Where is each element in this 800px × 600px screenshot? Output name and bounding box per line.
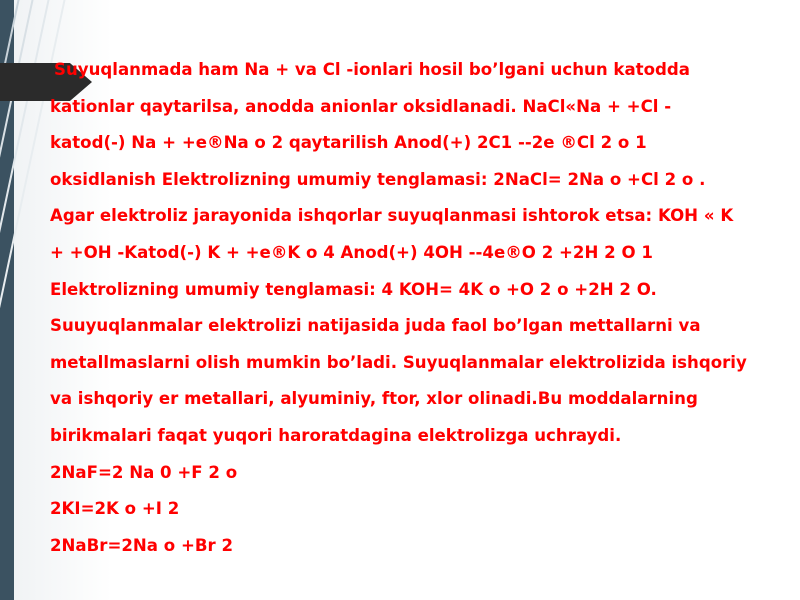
slide-body [50, 52, 750, 564]
equation-line: 2NaF=2 Na 0 +F 2 o [50, 462, 238, 482]
body-paragraph: Suyuqlanmada ham Na + va Cl -ionlari hosil bo’lgani uchun katodda kationlar qaytarilsa, anodda anionlar oksidlanadi. NaCl«Na + +Cl - katod(-) Na + +e®Na o 2 qaytarilish Anod(+) 2C1 --2e ®Cl 2 o 1 oksidlanish Elektrolizning umumiy tenglamasi: 2NaCl= 2Na o +Cl 2 o . Agar elektroliz jarayonida ishqorlar suyuqlanmasi ishtorok etsa: KOH « K + +OH -Katod(-) K + +e®K o 4 Anod(+) 4OH --4e®O 2 +2H 2 O 1 Elektrolizning umumiy tenglamasi: 4 KOH= 4K o +O 2 o +2H 2 O. Suuyuqlanmalar elektrolizi natijasida juda faol bo’lgan mettallarni va metallmaslarni olish mumkin bo’ladi. Suyuqlanmalar elektrolizida ishqoriy va ishqoriy er metallari, alyuminiy, ftor, xlor olinadi.Bu moddalarning birikmalari faqat yuqori haroratdagina elektrolizga uchraydi. [50, 60, 747, 445]
equation-line: 2KI=2K o +I 2 [50, 499, 180, 519]
equation-line: 2NaBr=2Na o +Br 2 [50, 535, 234, 555]
